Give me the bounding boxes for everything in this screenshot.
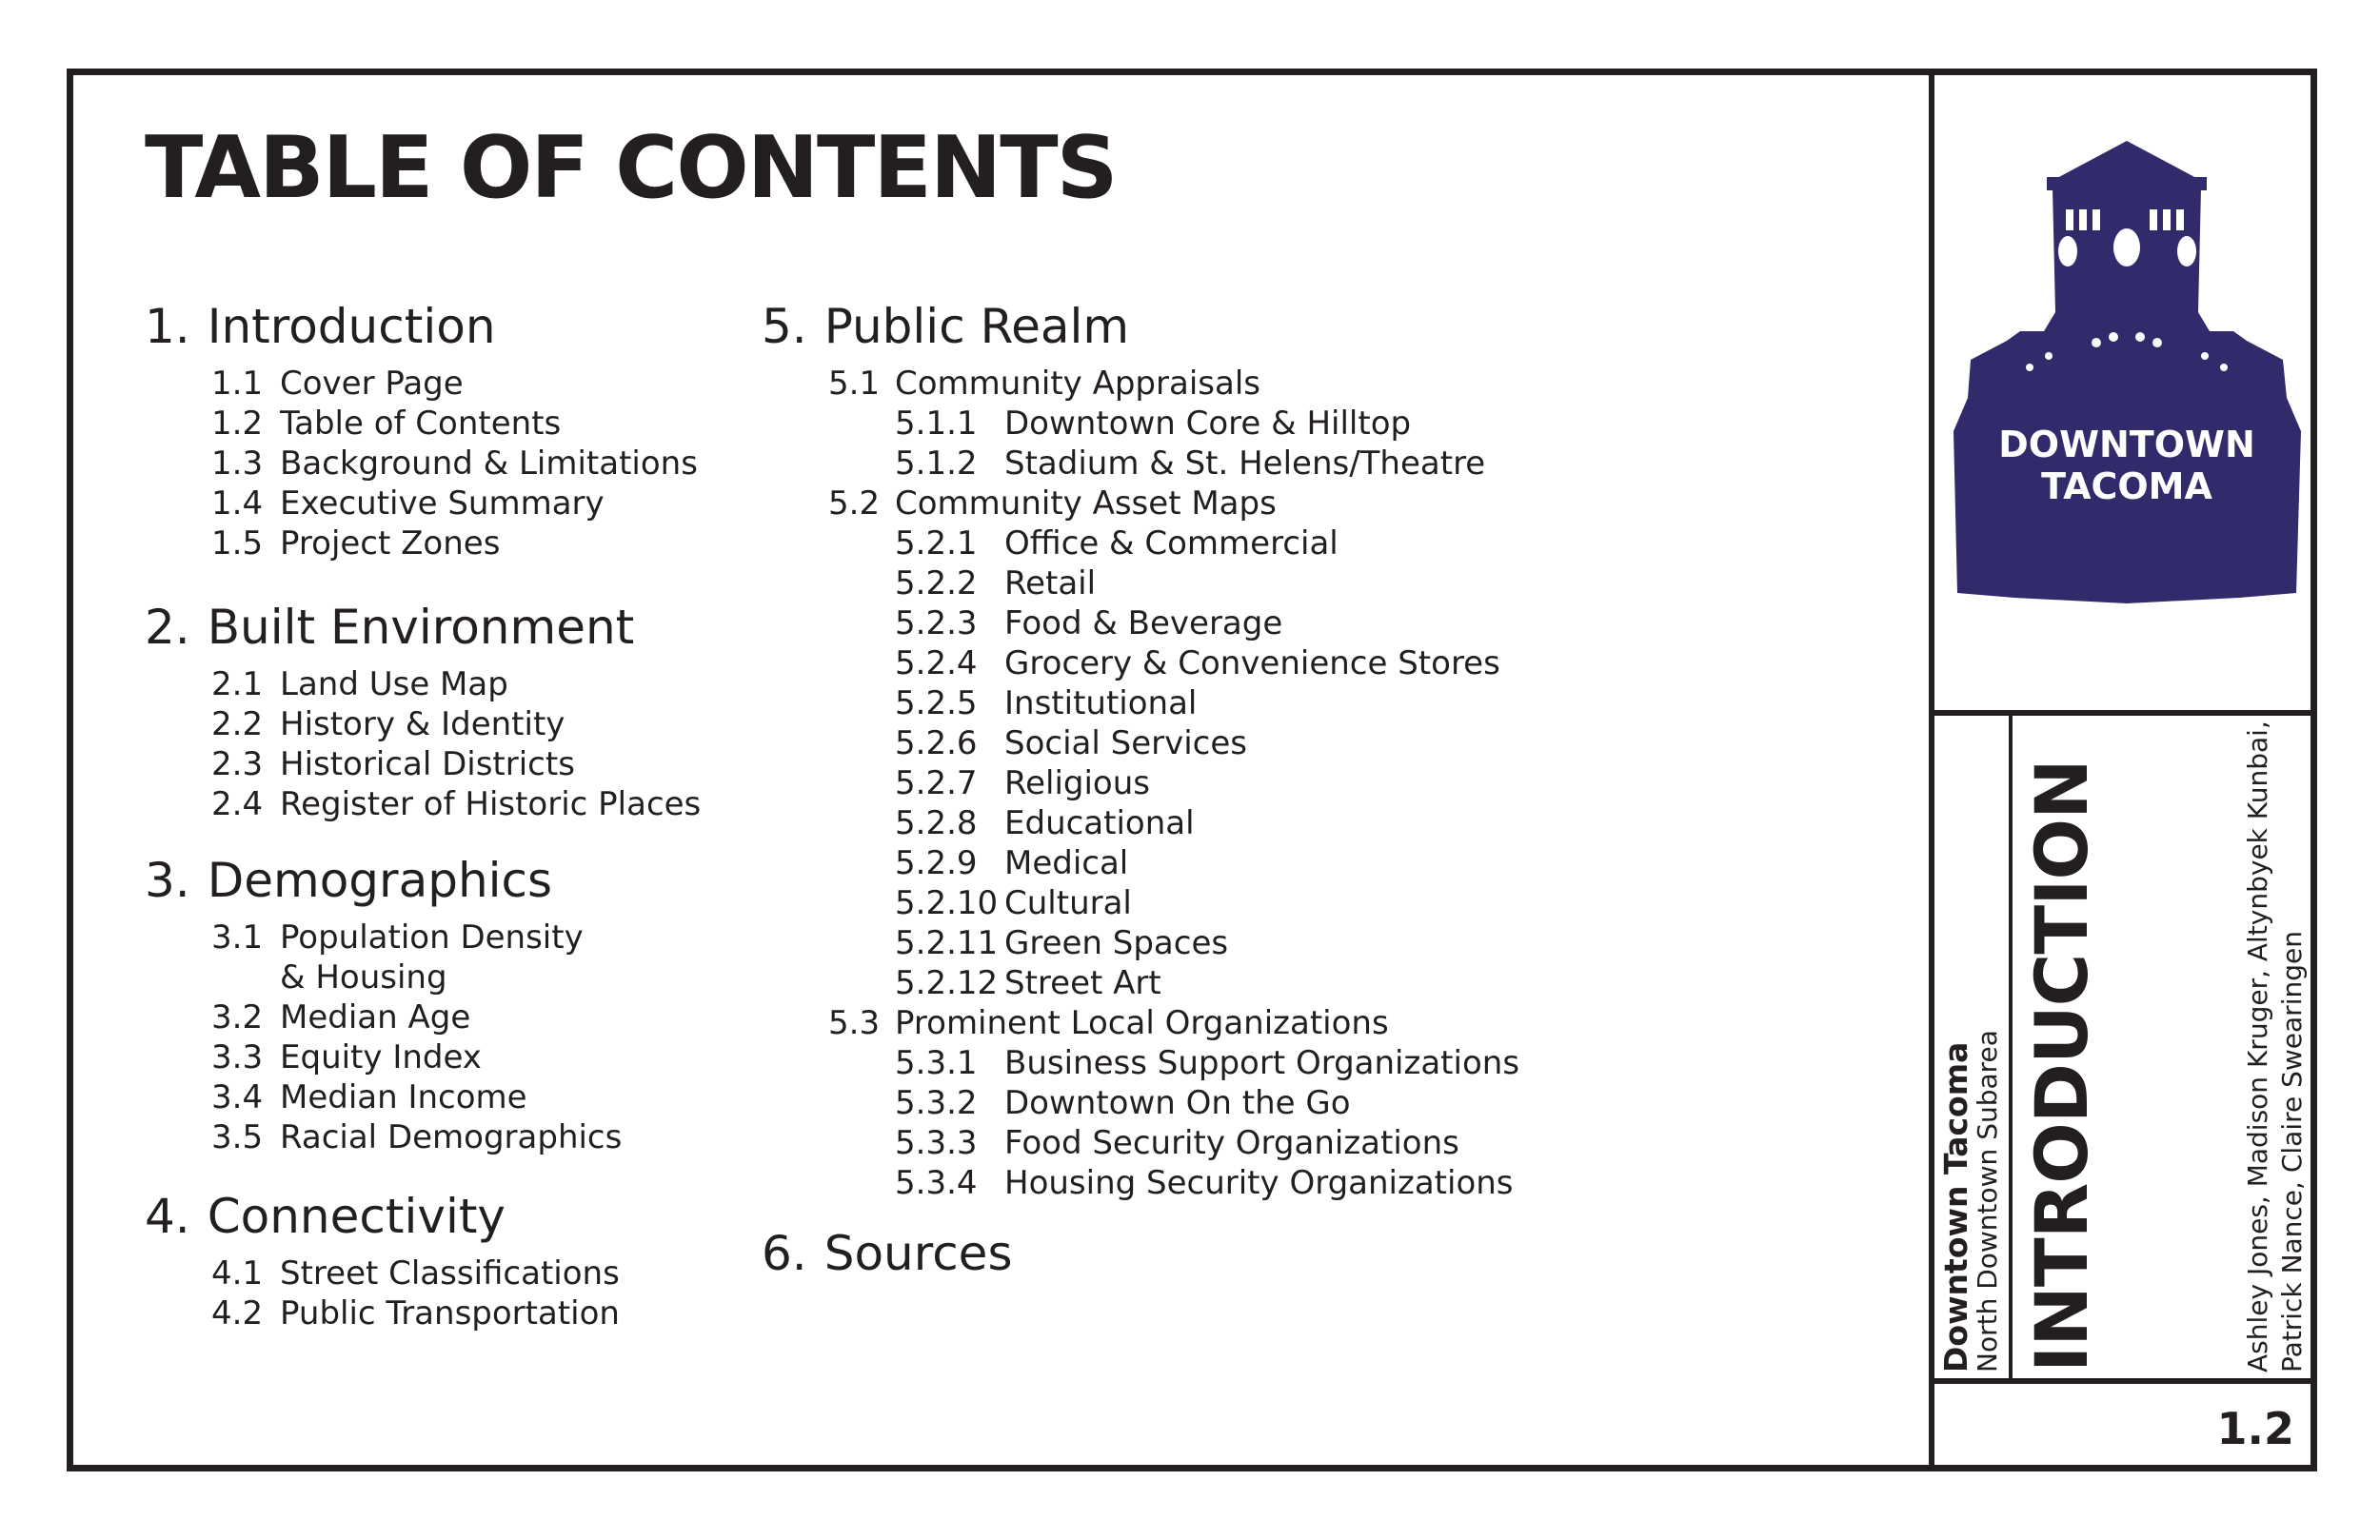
section-heading[interactable] (762, 1226, 1013, 1281)
sidebar-divider (1929, 69, 1934, 1471)
entry-label: Street Art (1004, 964, 1161, 1002)
entry-label: Community Asset Maps (895, 484, 1277, 523)
authors-line2: Patrick Nance, Claire Swearingen (2276, 931, 2308, 1372)
section-heading[interactable] (145, 600, 635, 655)
entry-label: Social Services (1004, 724, 1247, 762)
entry-number: 5.2.12 (895, 964, 999, 1002)
entry-label: Grocery & Convenience Stores (1004, 644, 1500, 682)
entry-label: Population Density (280, 918, 584, 957)
logo-divider (1932, 710, 2317, 716)
entry-number: 3.1 (211, 918, 264, 957)
logo-line1: DOWNTOWN (1998, 424, 2255, 465)
entry-number: 5.2.11 (895, 924, 999, 962)
entry-label: Median Age (280, 998, 471, 1037)
entry-label: Medical (1004, 844, 1129, 882)
entry-number: 5.3.1 (895, 1044, 978, 1082)
entry-label: Business Support Organizations (1004, 1044, 1520, 1082)
section-title: Sources (823, 1226, 1013, 1281)
entry-number: 5.2.3 (895, 604, 978, 642)
entry-number: 2.2 (211, 705, 264, 743)
entry-label: Executive Summary (280, 484, 605, 523)
entry-label: Green Spaces (1004, 924, 1229, 962)
entry-number: 5.2.7 (895, 764, 978, 802)
section-heading[interactable] (145, 853, 553, 908)
entry-number: 5.1.1 (895, 405, 978, 443)
entry-number: 4.2 (211, 1294, 264, 1333)
section-title: Demographics (207, 853, 553, 908)
entry-label: Project Zones (280, 524, 501, 563)
entry-number: 1.5 (211, 524, 264, 563)
entry-number: 5.3.2 (895, 1084, 978, 1122)
section-title: Connectivity (207, 1189, 506, 1244)
entry-number: 1.2 (211, 405, 264, 443)
entry-number: 5.2.9 (895, 844, 978, 882)
entry-number: 3.2 (211, 998, 264, 1037)
section-heading[interactable] (762, 299, 1130, 354)
entry-label: Median Income (280, 1078, 527, 1116)
entry-label: Cover Page (280, 365, 464, 403)
section-number: 6. (762, 1226, 807, 1281)
entry-number: 5.2 (828, 484, 881, 523)
page-number: 1.2 (2216, 1403, 2294, 1454)
entry-label: Historical Districts (280, 745, 575, 783)
entry-number: 2.3 (211, 745, 264, 783)
section-heading[interactable] (145, 1189, 506, 1244)
entry-label: Public Transportation (280, 1294, 620, 1333)
page-number-divider (1932, 1378, 2317, 1384)
entry-label: Table of Contents (280, 405, 562, 443)
entry-label: Prominent Local Organizations (895, 1004, 1389, 1042)
clock-tower-icon (1954, 141, 2301, 603)
tower-logo (1954, 141, 2301, 603)
section-number: 1. (145, 299, 190, 354)
entry-number: 5.2.4 (895, 644, 978, 682)
entry-number: 5.2.10 (895, 884, 999, 922)
entry-label: Institutional (1004, 684, 1198, 722)
entry-label: Food Security Organizations (1004, 1124, 1459, 1162)
entry-label: Educational (1004, 804, 1195, 842)
authors-line1: Ashley Jones, Madison Kruger, Altynbyek Kunbai, (2242, 721, 2273, 1372)
page-title: TABLE OF CONTENTS (145, 118, 1117, 218)
entry-label: Register of Historic Places (280, 785, 702, 823)
entry-number: 5.3 (828, 1004, 881, 1042)
entry-number: 5.3.3 (895, 1124, 978, 1162)
entry-number: 5.2.1 (895, 524, 978, 563)
section-title: Built Environment (207, 600, 635, 655)
entry-label: Equity Index (280, 1038, 482, 1076)
section-number: 3. (145, 853, 190, 908)
entry-number: 3.4 (211, 1078, 264, 1116)
entry-number: 5.2.6 (895, 724, 978, 762)
entry-label: Downtown Core & Hilltop (1004, 405, 1412, 443)
entry-label: Racial Demographics (280, 1118, 623, 1156)
chapter-title: INTRODUCTION (2019, 760, 2104, 1372)
section-title: Introduction (207, 299, 496, 354)
entry-number: 1.4 (211, 484, 264, 523)
entry-number: 5.1.2 (895, 444, 978, 483)
entry-number: 5.2.2 (895, 564, 978, 602)
entry-label: Community Appraisals (895, 365, 1260, 403)
entry-label: Downtown On the Go (1004, 1084, 1351, 1122)
section-number: 4. (145, 1189, 190, 1244)
entry-label: History & Identity (280, 705, 565, 743)
section-number: 2. (145, 600, 190, 655)
entry-label: & Housing (280, 958, 447, 997)
entry-label: Stadium & St. Helens/Theatre (1004, 444, 1486, 483)
section-heading[interactable] (145, 299, 496, 354)
entry-label: Cultural (1004, 884, 1132, 922)
entry-number: 4.1 (211, 1254, 264, 1293)
section-number: 5. (762, 299, 807, 354)
entry-number: 2.4 (211, 785, 264, 823)
entry-number: 5.2.5 (895, 684, 978, 722)
project-name: Downtown Tacoma (1937, 1041, 1974, 1372)
entry-label: Background & Limitations (280, 444, 698, 483)
entry-label: Religious (1004, 764, 1150, 802)
entry-number: 5.3.4 (895, 1164, 978, 1202)
entry-label: Food & Beverage (1004, 604, 1283, 642)
entry-number: 2.1 (211, 665, 264, 703)
entry-number: 3.3 (211, 1038, 264, 1076)
entry-label: Office & Commercial (1004, 524, 1339, 563)
entry-number: 1.1 (211, 365, 264, 403)
entry-label: Retail (1004, 564, 1097, 602)
logo-line2: TACOMA (2041, 465, 2212, 507)
entry-label: Housing Security Organizations (1004, 1164, 1514, 1202)
project-subarea: North Downtown Subarea (1972, 1030, 2003, 1372)
entry-number: 3.5 (211, 1118, 264, 1156)
entry-number: 5.1 (828, 365, 881, 403)
entry-number: 5.2.8 (895, 804, 978, 842)
entry-number: 1.3 (211, 444, 264, 483)
entry-label: Street Classifications (280, 1254, 620, 1293)
entry-label: Land Use Map (280, 665, 508, 703)
section-title: Public Realm (823, 299, 1130, 354)
chapter-divider (2009, 713, 2013, 1381)
